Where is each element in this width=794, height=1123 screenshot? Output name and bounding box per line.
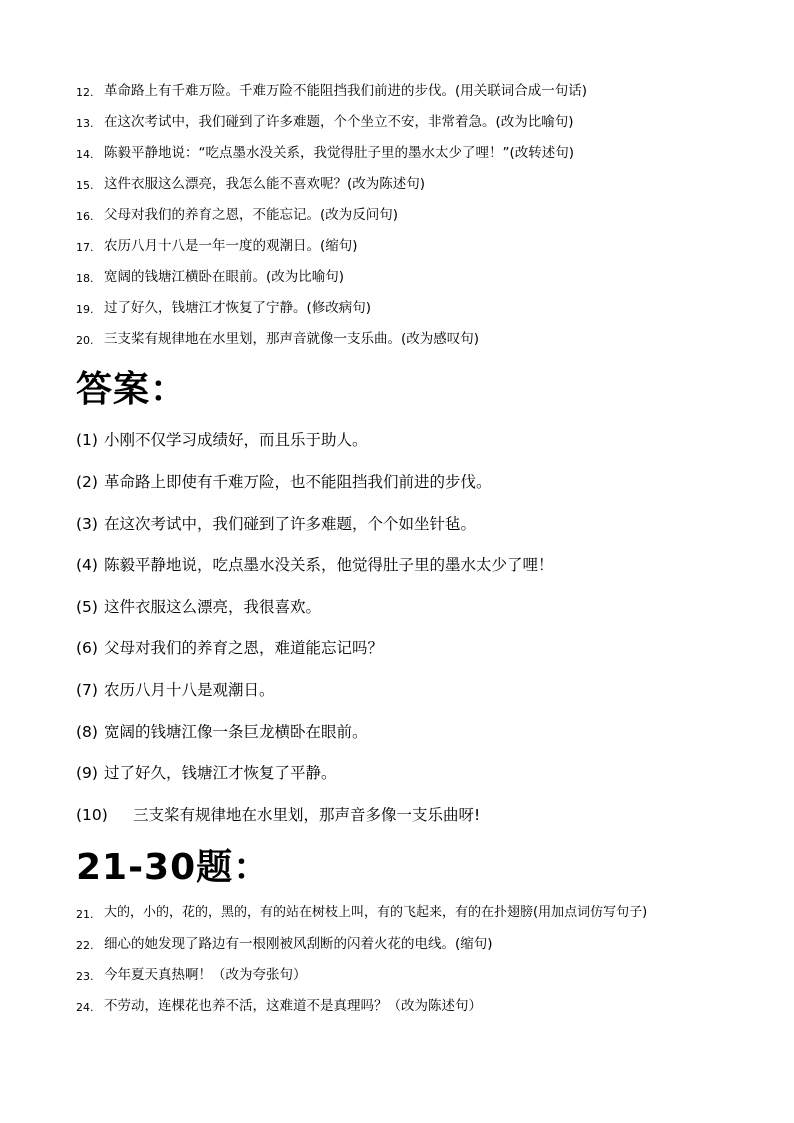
answer-item: [0, 552, 794, 578]
question-number: 13.: [76, 117, 94, 130]
answer-number: (3): [76, 515, 98, 533]
answer-item: [0, 469, 794, 495]
question-number: 17.: [76, 241, 94, 254]
answer-item: [0, 677, 794, 703]
question-item: [0, 174, 794, 194]
question-item: [0, 298, 794, 318]
question-number: 23.: [76, 970, 94, 983]
answer-item: [0, 719, 794, 745]
answer-item: [0, 511, 794, 537]
answer-item: [0, 427, 794, 453]
answer-number: (8): [76, 723, 98, 741]
question-number: 19.: [76, 303, 94, 316]
answer-item: [0, 635, 794, 661]
question-item: [0, 903, 794, 923]
question-text: 不劳动，连棵花也养不活，这难道不是真理吗？（改为陈述句）: [104, 998, 482, 1014]
question-item: [0, 205, 794, 225]
answer-text: 陈毅平静地说，吃点墨水没关系，他觉得肚子里的墨水太少了哩！: [104, 556, 554, 574]
question-item: [0, 143, 794, 163]
question-item: [0, 81, 794, 101]
question-text: 农历八月十八是一年一度的观潮日。(缩句): [104, 238, 358, 254]
answer-text: 这件衣服这么漂亮，我很喜欢。: [104, 598, 322, 616]
question-text: 过了好久，钱塘江才恢复了宁静。(修改病句): [104, 300, 372, 316]
answer-text: 在这次考试中，我们碰到了许多难题，个个如坐针毡。: [104, 515, 477, 533]
answer-text: 宽阔的钱塘江像一条巨龙横卧在眼前。: [104, 723, 368, 741]
answer-text: 小刚不仅学习成绩好，而且乐于助人。: [104, 431, 368, 449]
answer-text: 三支桨有规律地在水里划，那声音多像一支乐曲呀!: [133, 806, 481, 824]
answer-number: (4): [76, 556, 98, 574]
answer-number: (6): [76, 639, 98, 657]
question-number: 16.: [76, 210, 94, 223]
question-text: 三支桨有规律地在水里划，那声音就像一支乐曲。(改为感叹句): [104, 331, 480, 347]
question-number: 24.: [76, 1001, 94, 1014]
question-number: 18.: [76, 272, 94, 285]
question-text: 今年夏天真热啊！（改为夸张句）: [104, 967, 307, 983]
answer-text: 父母对我们的养育之恩，难道能忘记吗？: [104, 639, 384, 657]
answer-text: 过了好久，钱塘江才恢复了平静。: [104, 764, 337, 782]
question-text: 革命路上有千难万险。千难万险不能阻挡我们前进的步伐。(用关联词合成一句话): [104, 83, 588, 99]
answer-text: 农历八月十八是观潮日。: [104, 681, 275, 699]
question-number: 12.: [76, 86, 94, 99]
answer-number: (9): [76, 764, 98, 782]
question-text: 陈毅平静地说：“吃点墨水没关系，我觉得肚子里的墨水太少了哩！”(改转述句): [104, 145, 575, 161]
question-item: [0, 267, 794, 287]
question-text: 在这次考试中，我们碰到了许多难题，个个坐立不安，非常着急。(改为比喻句): [104, 114, 574, 130]
answer-text: 革命路上即使有千难万险，也不能阻挡我们前进的步伐。: [104, 473, 492, 491]
question-item: [0, 112, 794, 132]
answer-item: [0, 802, 794, 828]
question-text: 大的，小的，花的，黑的，有的站在树枝上叫，有的飞起来，有的在扑翅膀(用加点词仿写句子): [104, 905, 648, 920]
answer-number: (7): [76, 681, 98, 699]
answer-item: [0, 594, 794, 620]
answer-number: (5): [76, 598, 98, 616]
question-text: 父母对我们的养育之恩，不能忘记。(改为反问句): [104, 207, 399, 223]
question-number: 21.: [76, 908, 94, 921]
question-number: 22.: [76, 939, 94, 952]
question-number: 15.: [76, 179, 94, 192]
question-text: 宽阔的钱塘江横卧在眼前。(改为比喻句): [104, 269, 345, 285]
answer-number: (10): [76, 806, 108, 824]
question-text: 这件衣服这么漂亮，我怎么能不喜欢呢？(改为陈述句): [104, 176, 426, 192]
question-item: [0, 329, 794, 349]
section-heading: 21-30题：: [76, 847, 271, 888]
answer-number: (1): [76, 431, 98, 449]
question-number: 20.: [76, 334, 94, 347]
question-item: [0, 965, 794, 985]
question-text: 细心的她发现了路边有一根刚被风刮断的闪着火花的电线。(缩句): [104, 936, 493, 952]
question-item: [0, 934, 794, 954]
answers-heading: 答案：: [76, 369, 188, 410]
answer-number: (2): [76, 473, 98, 491]
question-number: 14.: [76, 148, 94, 161]
question-item: [0, 996, 794, 1016]
answer-item: [0, 760, 794, 786]
question-item: [0, 236, 794, 256]
